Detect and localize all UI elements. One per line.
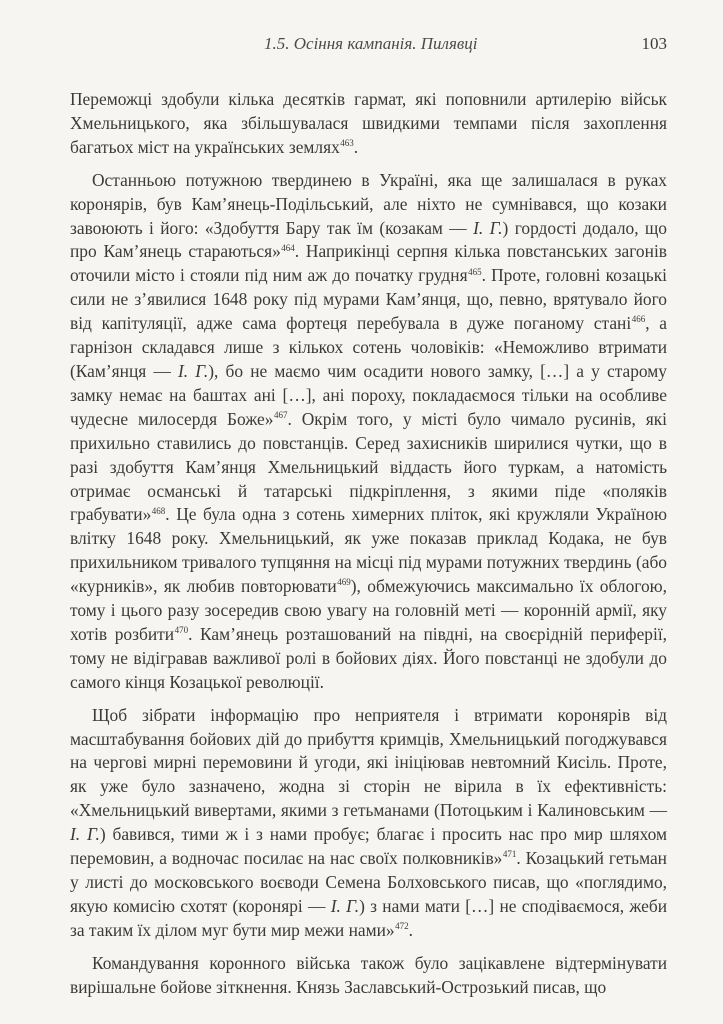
text-run: ), бо не маємо чим осадити нового замку, […] а у старому замку немає на баштах ані […], ані пороху, покладаємося тільки на особливе чудесне милосердя Боже»: [70, 360, 668, 429]
paragraph: [70, 88, 667, 160]
text-run: ) бавився, тими ж і з нами пробує; благає і просить нас про мир шляхом перемовин, а водночас посилає на нас своїх полковників»: [70, 824, 667, 869]
footnote-ref: 472: [395, 921, 409, 932]
text-run: Щоб зібрати інформацію про неприятеля і втримати коронярів від масштабування бойових дій до прибуття кримців, Хмельницький погоджувався на чергові мирні перемовини й угоди, які ініціював невтомний Кисіль. Проте, як уже було зазначено, жодна зі сторін не вірила в їх ефективність: «Хмельницький вивертами, якими з гетьманами (Потоцьким і Калиновським —: [70, 704, 667, 821]
page-number: 103: [641, 34, 667, 53]
text-run: , а гарнізон складався лише з кількох сотень чоловіків: «Неможливо втримати (Кам’янця —: [70, 313, 667, 381]
body-text: [70, 88, 667, 1009]
text-run: ), обмежуючись максимально їх облогою, тому і цього разу зосередив свою увагу на головній меті — коронній армії, яку хотів розбити: [70, 576, 667, 644]
running-header: [70, 34, 667, 56]
paragraph: [70, 952, 667, 1000]
text-run: ) з нами мати […] не сподіваємося, жеби за таким їх ділом муг бути мир межи нами»: [70, 895, 667, 940]
section-title: 1.5. Осіння кампанія. Пилявці: [264, 34, 478, 53]
text-run: . Козацький гетьман у листі до московського воєводи Семена Болховського писав, що «поглядимо, якую комисію схотят (коронярі —: [70, 848, 667, 916]
footnote-ref: 469: [337, 577, 351, 588]
paragraph: [70, 169, 667, 695]
paragraph: [70, 704, 667, 943]
footnote-ref: 471: [502, 849, 517, 860]
text-run: ) гордості додало, що про Кам’янець стараються»: [70, 217, 667, 262]
text-run: . Проте, головні козацькі сили не з’явилися 1648 року під мурами Кам’янця, що, певно, врятувало його від капітуляції, адже сама фортеця перебувала в дуже поганому стані: [70, 265, 667, 334]
author-initials: І. Г.: [473, 217, 503, 238]
text-run: .: [408, 919, 413, 940]
text-run: . Це була одна з сотень химерних пліток, які кружляли Україною влітку 1648 року. Хмельницький, як уже показав приклад Кодака, не був прихильником тривалого тупцяння на місці під мурами потужних твердинь (або «курників», як любив повторювати: [70, 504, 667, 597]
footnote-ref: 466: [631, 314, 646, 325]
footnote-ref: 468: [151, 505, 166, 516]
author-initials: І. Г.: [330, 895, 360, 916]
footnote-ref: 470: [174, 625, 189, 636]
author-initials: І. Г.: [178, 360, 209, 381]
text-run: Командування коронного війська також було зацікавлене відтермінувати вирішальне бойове зіткнення. Князь Заславський-Острозький писав, що: [70, 952, 667, 997]
text-run: Переможці здобули кілька десятків гармат, які поповнили артилерію військ Хмельницького, яка збільшувалася швидкими темпами після захоплення багатьох міст на українських землях: [70, 89, 667, 157]
author-initials: І. Г.: [70, 824, 100, 845]
text-run: .: [353, 136, 359, 157]
text-run: . Окрім того, у місті було чимало русинів, які прихильно ставились до повстанців. Серед захисників ширилися чутки, що в разі здобуття Кам’янця Хмельницький віддасть його туркам, а натомість отримає османські й татарські підкріплення, з якими піде «поляків грабувати»: [70, 408, 667, 525]
footnote-ref: 465: [468, 266, 482, 277]
text-run: . Кам’янець розташований на півдні, на своєрідній периферії, тому не відігравав важливої ролі в бойових діях. Його повстанці не здобули до самого кінця Козацької революції.: [70, 623, 667, 692]
footnote-ref: 463: [340, 138, 354, 149]
text-run: Останньою потужною твердинею в Україні, яка ще залишалася в руках коронярів, був Кам’янець-Подільський, але ніхто не сумнівався, що козаки завоюють і його: «Здобуття Бару так їм (козакам —: [70, 169, 667, 238]
footnote-ref: 467: [273, 409, 288, 420]
text-run: . Наприкінці серпня кілька повстанських загонів оточили місто і стояли під ним аж до початку грудня: [70, 241, 667, 286]
footnote-ref: 464: [281, 242, 295, 253]
